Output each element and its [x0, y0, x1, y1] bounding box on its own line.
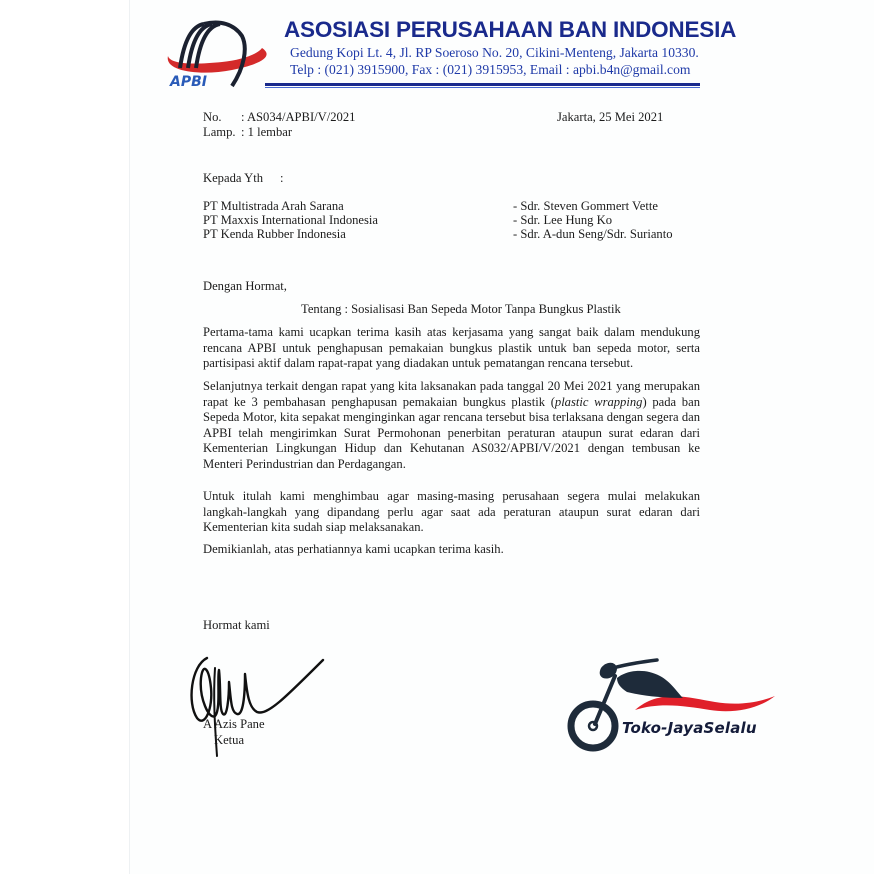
motorcycle-logo — [565, 658, 780, 753]
closing-greeting: Hormat kami — [203, 618, 270, 632]
paragraph-2 — [203, 379, 700, 472]
number-value: : AS034/APBI/V/2021 — [241, 110, 356, 124]
recipients-colon: : — [280, 171, 284, 185]
handlebar — [613, 660, 657, 668]
recipients-heading: Kepada Yth — [203, 171, 264, 185]
paragraph-2-italic: plastic wrapping — [554, 394, 643, 409]
org-address: Gedung Kopi Lt. 4, Jl. RP Soeroso No. 20, Cikini-Menteng, Jakarta 10330. — [290, 45, 699, 60]
wheel-hub — [589, 722, 597, 730]
paragraph-2-text-a: Selanjutnya terkait dengan rapat yang kita laksanakan pada tanggal 20 Mei 2021 yang merupakan rapat ke 3 pembahasan penghapusan pemakaian bungkus plastik ( — [203, 379, 700, 409]
attachment-value: : 1 lembar — [241, 125, 293, 139]
header-rule-thin — [265, 87, 700, 88]
wheel — [571, 704, 615, 748]
red-swoosh — [635, 696, 775, 711]
paragraph-3: Untuk itulah kami menghimbau agar masing-masing perusahaan segera mulai melakukan langkah-langkah yang dipandang perlu agar saat ada peraturan ataupun surat edaran dari Kementerian kita sudah siap melaksanakan. — [203, 489, 700, 534]
attachment-label: Lamp. — [203, 125, 236, 139]
org-name: ASOSIASI PERUSAHAAN BAN INDONESIA — [284, 17, 737, 42]
org-contact: Telp : (021) 3915900, Fax : (021) 3915953, Email : apbi.b4n@gmail.com — [290, 62, 691, 77]
place-date: Jakarta, 25 Mei 2021 — [557, 110, 664, 124]
apbi-logo — [162, 20, 274, 90]
recipient-person: - Sdr. A-dun Seng/Sdr. Surianto — [513, 227, 673, 241]
signatory-title: Ketua — [214, 733, 245, 747]
paragraph-2-text-b: ) pada ban Sepeda Motor, kita sepakat menginginkan agar rencana tersebut bisa terlaksana dengan segera dan APBI telah mengirimkan Surat Permohonan penerbitan peraturan ataupun surat edaran dari Kementerian Lingkungan Hidup dan Kehutanan AS032/APBI/V/2021 dengan tembusan ke Menteri Perindustrian dan Perdagangan. — [203, 394, 700, 471]
paragraph-1: Pertama-tama kami ucapkan terima kasih atas kerjasama yang sangat baik dalam mendukung rencana APBI untuk penghapusan pemakaian bungkus plastik untuk ban sepeda motor, serta partisipasi aktif dalam rapat-rapat yang diadakan untuk pematangan rencana tersebut. — [203, 325, 700, 370]
fuel-tank — [617, 671, 683, 698]
signatory-name: A Azis Pane — [203, 717, 265, 731]
header-rule — [265, 83, 700, 86]
salutation: Dengan Hormat, — [203, 279, 287, 293]
shop-brand-text: Toko-JayaSelalu — [622, 719, 757, 737]
recipient-company: PT Multistrada Arah Sarana — [203, 199, 344, 213]
recipient-person: - Sdr. Lee Hung Ko — [513, 213, 612, 227]
recipient-company: PT Kenda Rubber Indonesia — [203, 227, 346, 241]
number-label: No. — [203, 110, 222, 124]
recipient-company: PT Maxxis International Indonesia — [203, 213, 378, 227]
recipient-person: - Sdr. Steven Gommert Vette — [513, 199, 658, 213]
subject-line: Tentang : Sosialisasi Ban Sepeda Motor Tanpa Bungkus Plastik — [301, 302, 621, 316]
logo-text: APBI — [170, 74, 207, 90]
handwritten-signature — [185, 648, 335, 758]
closing-line: Demikianlah, atas perhatiannya kami ucapkan terima kasih. — [203, 542, 504, 556]
